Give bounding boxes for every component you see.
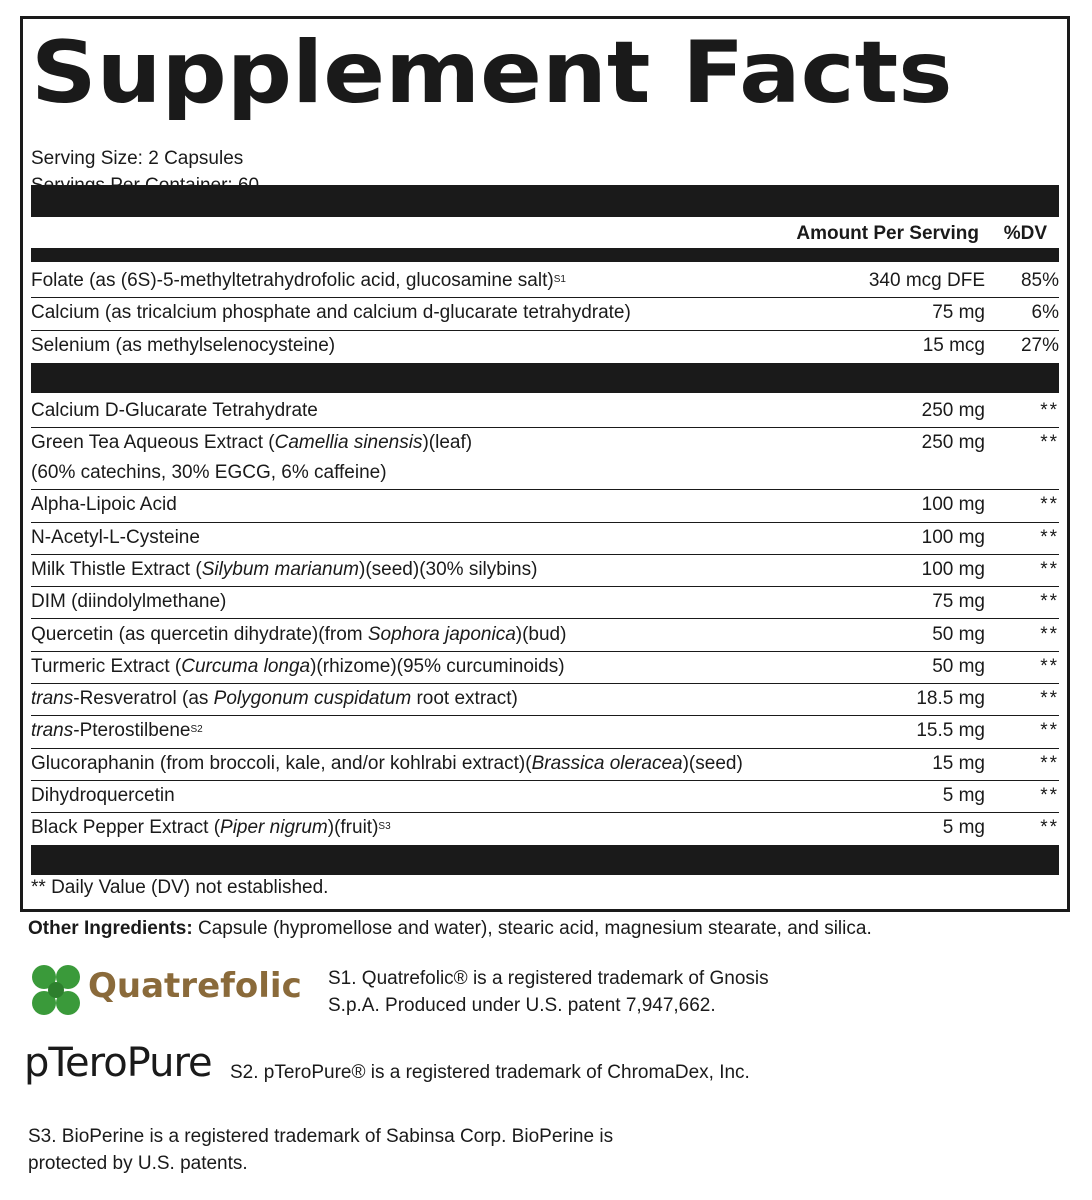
ingredient-name xyxy=(31,619,566,651)
name-text: Dihydroquercetin xyxy=(31,785,175,806)
quatrefolic-logo xyxy=(26,960,318,1022)
table-row xyxy=(31,489,1059,522)
name-text: )(fruit) xyxy=(327,817,379,839)
name-italic: Curcuma longa xyxy=(181,655,311,677)
name-italic: Piper nigrum xyxy=(220,817,328,839)
table-row xyxy=(31,619,1059,652)
note-s2: S2. pTeroPure® is a registered trademark of ChromaDex, Inc. xyxy=(230,1062,750,1083)
amount-value: 15 mcg xyxy=(922,334,985,356)
table-row xyxy=(31,683,1059,716)
name-text: Glucoraphanin (from broccoli, kale, and/or kohlrabi extract)( xyxy=(31,752,532,774)
ingredient-name xyxy=(31,554,537,586)
name-text: Alpha-Lipoic Acid xyxy=(31,494,177,516)
amount-value: 15.5 mg xyxy=(916,720,985,742)
name-italic: Silybum marianum xyxy=(201,558,360,580)
pteropure-wordmark: pTeroPure xyxy=(24,1040,212,1086)
name-text: DIM (diindolylmethane) xyxy=(31,591,227,613)
note-s3-line1: S3. BioPerine is a registered trademark of Sabinsa Corp. BioPerine is xyxy=(28,1126,614,1147)
amount-value: 50 mg xyxy=(932,623,985,645)
name-text: Milk Thistle Extract ( xyxy=(31,558,202,580)
amount-header: Amount Per Serving xyxy=(796,223,979,244)
name-text: Green Tea Aqueous Extract ( xyxy=(31,432,275,454)
dv-value: ** xyxy=(1040,558,1059,580)
pteropure-logo xyxy=(24,1036,224,1098)
name-italic: Brassica oleracea xyxy=(531,752,683,774)
other-ingredients-text: Capsule (hypromellose and water), stearic acid, magnesium stearate, and silica. xyxy=(192,918,872,939)
other-ingredients-label: Other Ingredients: xyxy=(28,918,193,939)
ingredient-name xyxy=(31,586,226,618)
amount-value: 5 mg xyxy=(942,785,985,806)
name-text: Calcium (as tricalcium phosphate and calcium d-glucarate tetrahydrate) xyxy=(31,302,631,324)
dv-value: ** xyxy=(1040,623,1059,645)
name-text: Selenium (as methylselenocysteine) xyxy=(31,334,336,356)
name-text: )(rhizome)(95% curcuminoids) xyxy=(310,655,565,677)
name-text: )(seed) xyxy=(682,752,743,774)
name-italic-prefix: trans xyxy=(31,720,74,742)
dv-value: ** xyxy=(1040,494,1059,516)
table-row xyxy=(31,748,1059,781)
ingredient-name xyxy=(31,265,566,297)
dv-value: ** xyxy=(1040,785,1059,806)
dv-value: ** xyxy=(1040,688,1059,710)
dv-value: 85% xyxy=(1020,270,1059,291)
ingredient-name xyxy=(31,522,200,554)
amount-value: 100 mg xyxy=(921,494,985,516)
dv-header: %DV xyxy=(1003,223,1047,244)
table-row xyxy=(31,780,1059,813)
name-text: Calcium D-Glucarate Tetrahydrate xyxy=(31,400,318,421)
name-text: Folate (as (6S)-5-methyltetrahydrofolic acid, glucosamine salt) xyxy=(31,270,554,291)
name-italic: Camellia sinensis xyxy=(274,432,423,454)
dv-value: 27% xyxy=(1020,334,1059,356)
ingredient-name xyxy=(31,812,391,844)
table-row xyxy=(31,265,1059,298)
dv-value: ** xyxy=(1040,752,1059,774)
divider-bar-top xyxy=(31,185,1059,217)
name-text: root extract) xyxy=(411,688,518,710)
table-row xyxy=(31,297,1059,330)
footnote-ref: S1 xyxy=(553,274,566,285)
name-text: N-Acetyl-L-Cysteine xyxy=(31,526,200,548)
table-row xyxy=(31,586,1059,619)
amount-value: 100 mg xyxy=(921,526,985,548)
ingredient-name xyxy=(31,683,518,715)
amount-value: 340 mcg DFE xyxy=(868,270,985,291)
dv-value: ** xyxy=(1040,720,1059,742)
quatrefolic-wordmark: Quatrefolic xyxy=(88,966,302,1006)
name-text: Black Pepper Extract ( xyxy=(31,817,221,839)
name-italic: Sophora japonica xyxy=(367,623,516,645)
amount-value: 250 mg xyxy=(921,432,985,454)
table-row xyxy=(31,427,1059,490)
table-row xyxy=(31,715,1059,748)
footnote-ref: S2 xyxy=(190,724,203,736)
ingredient-name xyxy=(31,651,565,683)
name-text: Turmeric Extract ( xyxy=(31,655,182,677)
dv-value: ** xyxy=(1040,591,1059,613)
other-ingredients xyxy=(28,916,872,942)
name-text: )(bud) xyxy=(515,623,567,645)
dv-value: ** xyxy=(1040,817,1059,839)
ingredient-name xyxy=(31,330,335,362)
note-s3-line2: protected by U.S. patents. xyxy=(28,1153,248,1174)
divider-bar-bottom xyxy=(31,845,1059,875)
table-row xyxy=(31,395,1059,428)
name-italic-prefix: trans xyxy=(31,688,74,710)
amount-value: 100 mg xyxy=(921,558,985,580)
ingredient-name xyxy=(31,489,177,521)
amount-value: 50 mg xyxy=(932,655,985,677)
amount-value: 15 mg xyxy=(932,752,985,774)
note-s1-line1: S1. Quatrefolic® is a registered trademark of Gnosis xyxy=(328,968,769,989)
table-row xyxy=(31,522,1059,555)
name-text: )(leaf) xyxy=(422,432,473,454)
ingredient-name-line2: (60% catechins, 30% EGCG, 6% caffeine) xyxy=(31,462,387,484)
panel-title: Supplement Facts xyxy=(31,23,953,123)
amount-value: 18.5 mg xyxy=(916,688,985,710)
table-row xyxy=(31,554,1059,587)
ingredient-name xyxy=(31,297,631,329)
footnote-ref: S3 xyxy=(378,821,391,833)
table-row xyxy=(31,812,1059,844)
serving-size: Serving Size: 2 Capsules xyxy=(31,148,244,169)
footnote: ** Daily Value (DV) not established. xyxy=(31,877,329,898)
ingredient-name xyxy=(31,395,318,427)
ingredient-name xyxy=(31,715,203,747)
note-s1-line2: S.p.A. Produced under U.S. patent 7,947,662. xyxy=(328,995,716,1016)
amount-value: 75 mg xyxy=(932,591,985,613)
dv-value: 6% xyxy=(1031,302,1059,324)
dv-value: ** xyxy=(1040,526,1059,548)
clover-icon xyxy=(26,960,86,1022)
dv-value: ** xyxy=(1040,432,1059,454)
supplement-facts-panel xyxy=(20,16,1070,912)
ingredient-name xyxy=(31,780,175,812)
dv-value: ** xyxy=(1040,655,1059,677)
dv-value: ** xyxy=(1040,400,1059,421)
table-row xyxy=(31,651,1059,684)
amount-value: 75 mg xyxy=(932,302,985,324)
name-italic: Polygonum cuspidatum xyxy=(213,688,412,710)
amount-value: 250 mg xyxy=(921,400,985,421)
amount-value: 5 mg xyxy=(942,817,985,839)
name-text: -Pterostilbene xyxy=(73,720,191,742)
divider-bar-middle xyxy=(31,363,1059,393)
name-text: )(seed)(30% silybins) xyxy=(359,558,538,580)
divider-bar-header xyxy=(31,248,1059,262)
ingredient-name xyxy=(31,748,743,780)
name-text: -Resveratrol (as xyxy=(73,688,214,710)
ingredient-name xyxy=(31,427,472,459)
name-text: Quercetin (as quercetin dihydrate)(from xyxy=(31,623,368,645)
table-row xyxy=(31,330,1059,362)
